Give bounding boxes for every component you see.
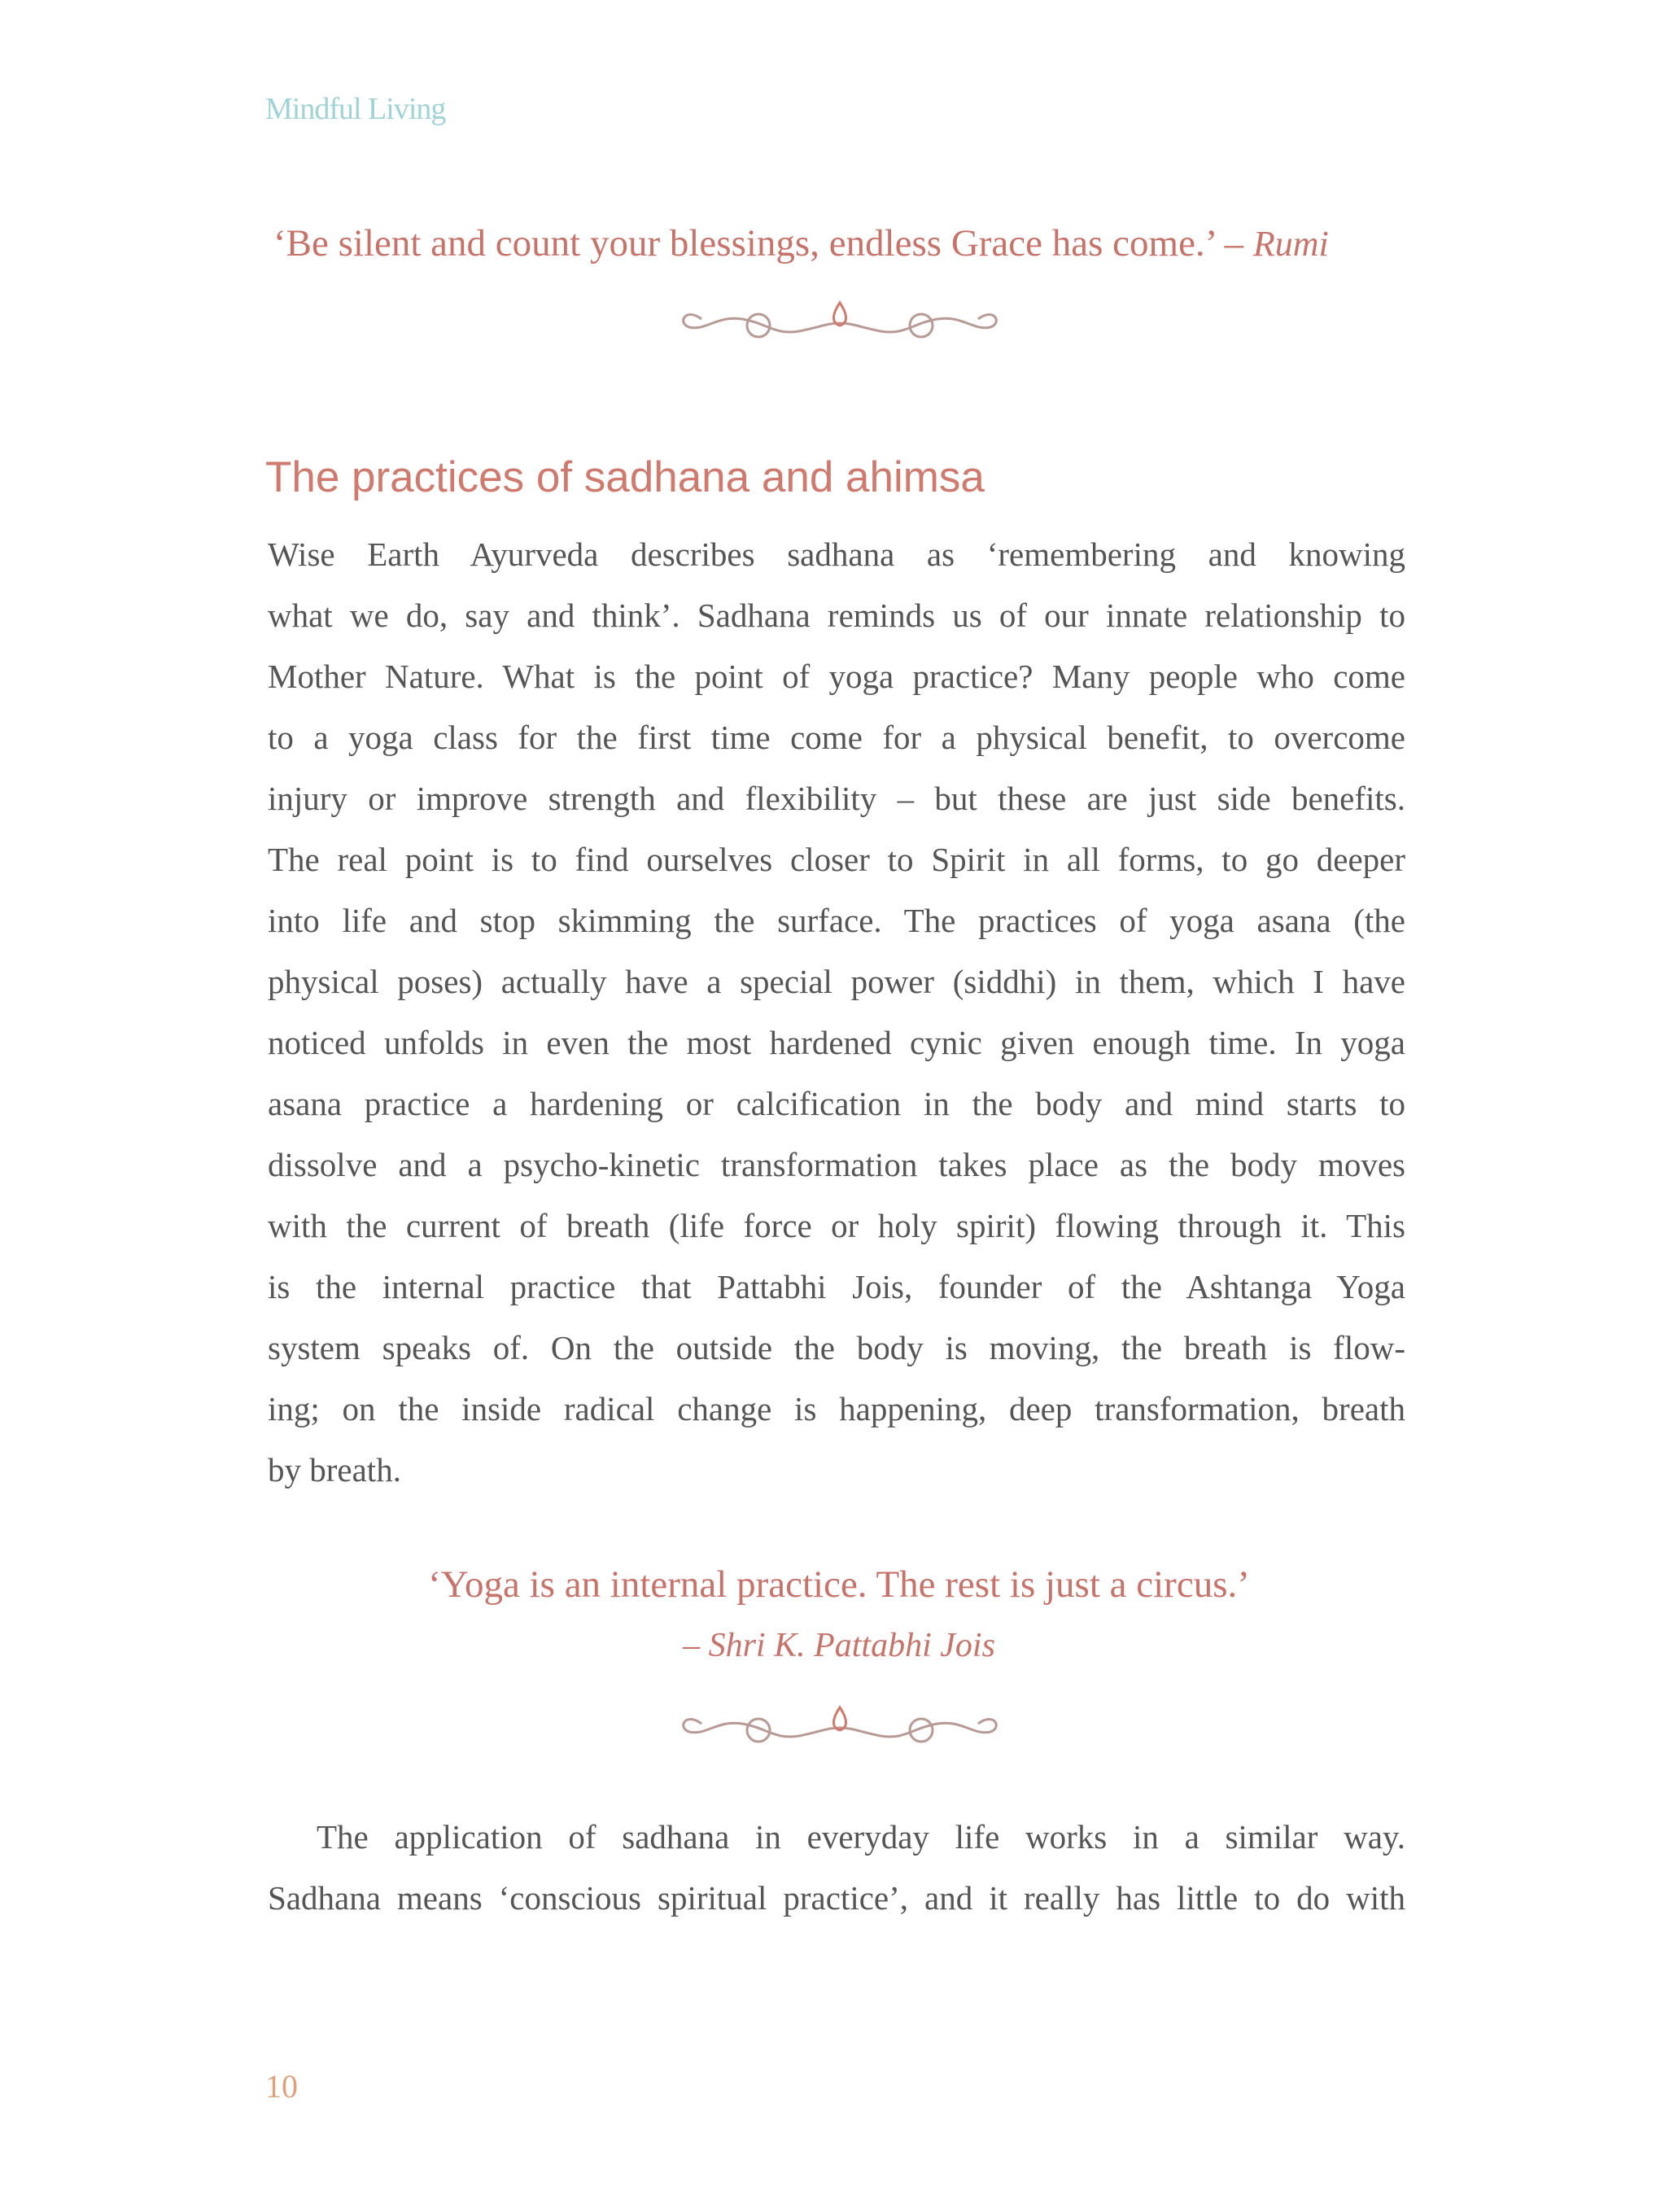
flourish-ornament-icon [669,1699,1011,1748]
text-line: Mother Nature. What is the point of yoga practice? Many people who come [268,658,1405,695]
text-line: The application of sadhana in everyday life works in a similar way. [317,1818,1405,1856]
text-line: The real point is to find ourselves closer to Spirit in all forms, to go deeper [268,841,1405,878]
epigraph-author: Rumi [1252,224,1329,264]
text-line: with the current of breath (life force or holy spirit) flowing through it. This [268,1207,1405,1244]
text-line: into life and stop skimming the surface. The practices of yoga asana (the [268,902,1405,939]
text-line: is the internal practice that Pattabhi Jois, founder of the Ashtanga Yoga [268,1268,1405,1305]
text-line: ing; on the inside radical change is happening, deep transformation, breath [268,1390,1405,1427]
text-line: Wise Earth Ayurveda describes sadhana as ‘remembering and knowing [268,536,1405,573]
pull-quote-attribution: – Shri K. Pattabhi Jois [683,1627,995,1664]
text-line: injury or improve strength and flexibility – but these are just side benefits. [268,780,1405,817]
section-heading: The practices of sadhana and ahimsa [265,453,985,501]
text-line: what we do, say and think’. Sadhana reminds us of our innate relationship to [268,597,1405,634]
flourish-ornament-icon [669,295,1011,343]
text-line: to a yoga class for the first time come for a physical benefit, to overcome [268,719,1405,756]
running-head: Mindful Living [265,92,446,126]
paragraph-2 [268,1807,1405,1929]
text-line: by breath. [268,1451,401,1489]
text-line: physical poses) actually have a special power (siddhi) in them, which I have [268,963,1405,1000]
text-line: Sadhana means ‘conscious spiritual practice’, and it really has little to do with [268,1879,1405,1917]
text-line: noticed unfolds in even the most hardened cynic given enough time. In yoga [268,1024,1405,1061]
pull-quote: ‘Yoga is an internal practice. The rest is just a circus.’ [428,1563,1250,1606]
page-number: 10 [265,2068,298,2105]
epigraph [273,221,1405,265]
paragraph-1 [268,524,1405,1501]
text-line: asana practice a hardening or calcification in the body and mind starts to [268,1085,1405,1122]
epigraph-text: ‘Be silent and count your blessings, endless Grace has come.’ – [273,222,1244,264]
text-line: dissolve and a psycho-kinetic transformation takes place as the body moves [268,1146,1405,1183]
text-line: system speaks of. On the outside the body is moving, the breath is flow- [268,1329,1405,1366]
